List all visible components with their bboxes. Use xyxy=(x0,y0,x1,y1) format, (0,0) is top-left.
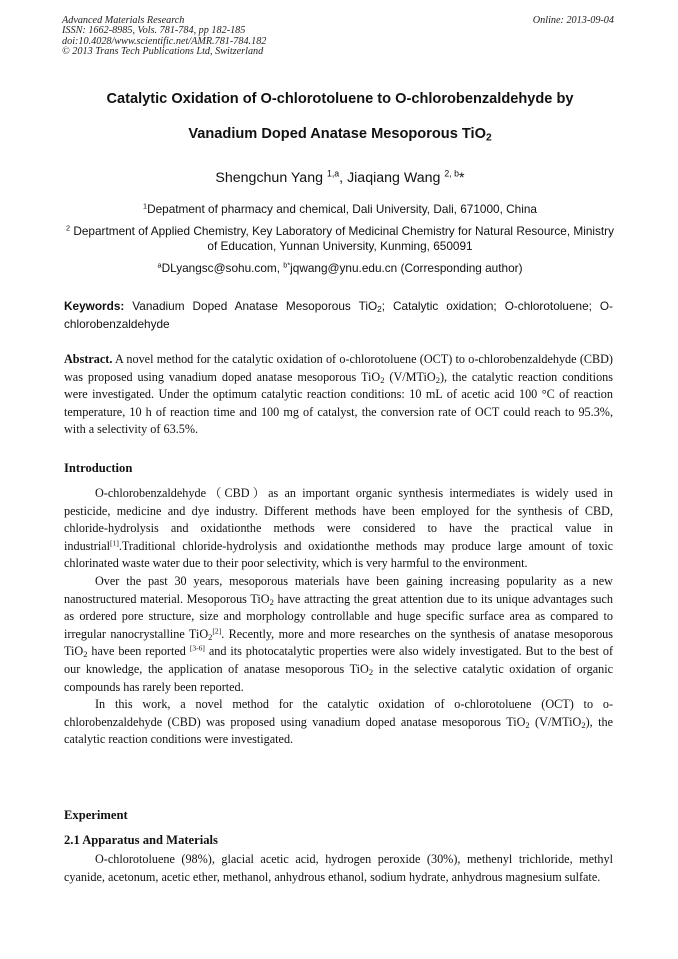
subsection-heading-apparatus: 2.1 Apparatus and Materials xyxy=(64,833,218,847)
paper-title-line1: Catalytic Oxidation of O-chlorotoluene to O-chlorobenzaldehyde by xyxy=(106,91,574,107)
email-link-b[interactable]: jqwang@ynu.edu.cn (Corresponding author) xyxy=(290,261,523,275)
email-link-a[interactable]: DLyangsc@sohu.com, xyxy=(161,261,284,275)
abstract: Abstract. A novel method for the catalytic oxidation of o-chlorotoluene (OCT) to o-chlorobenzaldehyde (CBD) was proposed using vanadium doped anatase mesoporous TiO$_2$ (V/MTiO$_2$), the catalytic reaction conditions were investigated. Under the optimum catalytic reaction conditions: 10 mL of acetic acid 100 °C of reaction temperature, 10 h of reaction time and 100 mg of catalyst, the conversion rate of OCT could reach to 95.3%, with a selectivity of 63.5%. xyxy=(64,352,613,437)
copyright-line: © 2013 Trans Tech Publications Ltd, Switzerland xyxy=(62,46,264,58)
author-list: Shengchun Yang $^{1,a}$, Jiaqiang Wang $^{2, b}$* xyxy=(215,168,465,186)
paragraph: O-chlorobenzaldehyde（CBD）as an important organic synthesis intermediates is widely used in pesticide, medicine and dye industry. Different methods have been employed for the synthesis of CBD, chloride-hydrolysis and oxidationthe methods were considered to have the practical value in industrial[1].Traditional chloride-hydrolysis and oxidationthe methods may produce large amount of toxic chlorinated waste water due to their poor selectivity, which is very harmful to the environment. xyxy=(64,486,613,571)
issn-line: ISSN: 1662-8985, Vols. 781-784, pp 182-185 xyxy=(62,25,246,37)
keywords: Keywords: Vanadium Doped Anatase Mesoporous TiO$_2$; Catalytic oxidation; O-chlorotoluene; O-chlorobenzaldehyde xyxy=(64,299,613,331)
section-heading-experiment: Experiment xyxy=(64,808,128,822)
paper-title-line2: Vanadium Doped Anatase Mesoporous TiO$_2$ xyxy=(188,126,492,144)
affiliation-2: $^2$ Department of Applied Chemistry, Key Laboratory of Medicinal Chemistry for Natural Resource, Ministry of Education, Yunnan University, Kunming, 650091 xyxy=(65,223,615,253)
doi-line: doi:10.4028/www.scientific.net/AMR.781-784.182 xyxy=(62,35,267,47)
keywords-label: Keywords: xyxy=(64,299,125,313)
paragraph: Over the past 30 years, mesoporous materials have been gaining increasing popularity as a new nanostructured material. Mesoporous TiO$_2$ have attracting the great attention due to its unique advantages such as ordered pore structure, size and morphology controllable and huge specific surface area as compared to irregular nanocrystalline TiO$_2$[2]. Recently, more and more researches on the synthesis of anatase mesoporous TiO$_2$ have been reported [3-6] and its photocatalytic properties were also widely investigated. But to the best of our knowledge, the application of anatase mesoporous TiO$_2$ in the selective catalytic oxidation of organic compounds has rarely been reported. xyxy=(64,573,614,694)
online-date: Online: 2013-09-04 xyxy=(532,15,614,26)
citation[interactable]: [1] xyxy=(110,538,119,548)
introduction-body xyxy=(64,485,613,749)
abstract-label: Abstract. xyxy=(64,352,113,366)
materials-paragraph: O-chlorotoluene (98%), glacial acetic acid, hydrogen peroxide (30%), methenyl trichloride, methyl cyanide, acetonum, acetic ether, methanol, anhydrous ethanol, sodium hydrate, anhydrous magnesium sulfate. xyxy=(64,852,613,884)
journal-name: Advanced Materials Research xyxy=(62,15,185,26)
author-1: Shengchun Yang xyxy=(215,170,323,186)
citation[interactable]: [2] xyxy=(212,626,222,636)
author-emails: $^a$DLyangsc@sohu.com, $^{b*}$jqwang@ynu.edu.cn (Corresponding author) xyxy=(157,260,523,275)
section-heading-introduction: Introduction xyxy=(64,461,133,475)
affiliation-1: $^1$Depatment of pharmacy and chemical, Dali University, Dali, 671000, China xyxy=(143,201,537,216)
corresponding-mark: * xyxy=(459,170,465,186)
author-2: Jiaqiang Wang xyxy=(347,170,441,186)
journal-header xyxy=(62,16,266,58)
citation[interactable]: [3-6] xyxy=(189,643,205,653)
paragraph: In this work, a novel method for the catalytic oxidation of o-chlorotoluene (OCT) to o-chlorobenzaldehyde (CBD) was proposed using vanadium doped anatase mesoporous TiO$_2$ (V/MTiO$_2$), the catalytic reaction conditions were investigated. xyxy=(64,697,613,747)
